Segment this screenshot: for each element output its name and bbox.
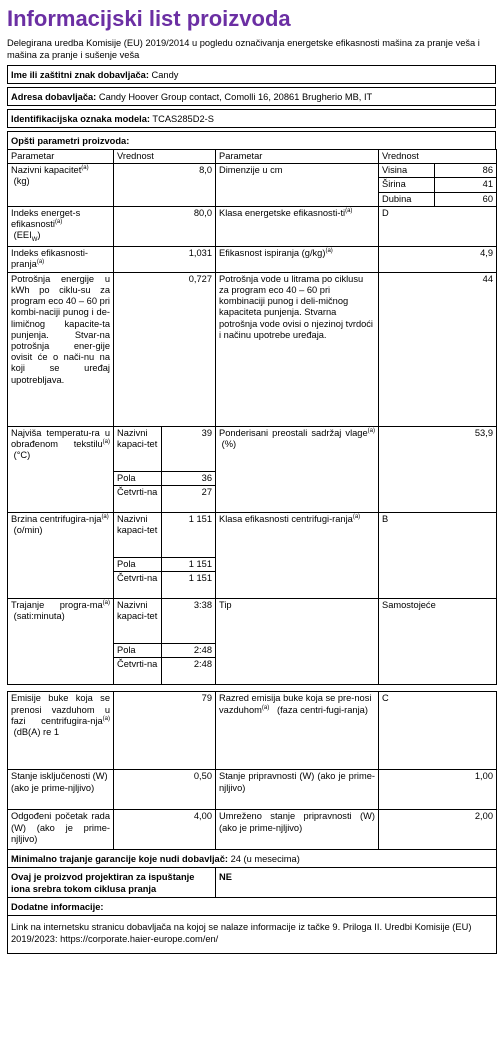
model-value: TCAS285D2-S xyxy=(152,114,214,124)
address-label: Adresa dobavljača: xyxy=(11,92,97,102)
table-row xyxy=(8,246,497,272)
width-value: 41 xyxy=(435,178,497,192)
dimensions-label: Dimenzije u cm xyxy=(216,164,379,207)
rated-capacity-label: Nazivni kapacitet$^{(a)}$ (kg) xyxy=(8,164,114,207)
table-row xyxy=(8,868,497,898)
washing-index-value: 1,031 xyxy=(114,246,216,272)
rinsing-label: Efikasnost ispiranja $(g/kg)^{(a)}$ xyxy=(216,246,379,272)
table-row xyxy=(8,426,497,471)
max-temperature-rated-label: Nazivni kapaci-tet xyxy=(114,426,162,471)
networked-standby-label: Umreženo stanje pripravnosti (W) (ako je prime-njljivo) xyxy=(216,810,379,850)
spin-speed-quarter-label: Četvrti-na xyxy=(114,572,162,599)
duration-half-label: Pola xyxy=(114,644,162,658)
noise-label: Emisije buke koja se prenosi vazduhom u fazi centrifugira-nja$^{(a)}$ (dB(A) re 1 xyxy=(8,692,114,770)
supplier-brand-row xyxy=(7,65,496,84)
spin-speed-half-label: Pola xyxy=(114,558,162,572)
general-parameters-label: Opšti parametri proizvoda: xyxy=(11,136,130,146)
table-row xyxy=(8,916,497,954)
max-temperature-half-label: Pola xyxy=(114,471,162,485)
delay-start-value: 4,00 xyxy=(114,810,216,850)
rinsing-value: 4,9 xyxy=(379,246,497,272)
parameters-table-continued xyxy=(7,691,497,954)
max-temperature-label: Najviša temperatu-ra u obrađenom tekstilu$^{(a)}$ (°C) xyxy=(8,426,114,512)
document-title: Informacijski list proizvoda xyxy=(7,6,291,31)
header-param-left: Parametar xyxy=(8,150,114,164)
water-consumption-label: Potrošnja vode u litrama po ciklusu za program eco 40 – 60 pri kombinaciji punog i deli-mičnog kapaciteta punjenja. Stvarna potrošnja vode ovisi o njezinoj tvrdoći i načinu upotrebe uređaja. xyxy=(216,272,379,426)
document-subtitle: Delegirana uredba Komisije (EU) 2019/2014 u pogledu označivanja energetske efikasnosti mašina za pranje veša i mašina za pranje i sušenje veša xyxy=(7,38,480,60)
supplier-address-row xyxy=(7,87,496,106)
table-row xyxy=(8,164,497,178)
header-value-right: Vrednost xyxy=(379,150,497,164)
silver-ions-value: NE xyxy=(216,868,497,898)
spin-class-label: Klasa efikasnosti centrifugi-ranja$^{(a)}$ xyxy=(216,513,379,599)
table-row xyxy=(8,810,497,850)
energy-consumption-value: 0,727 xyxy=(114,272,216,426)
off-mode-value: 0,50 xyxy=(114,770,216,810)
max-temperature-quarter-value: 27 xyxy=(162,486,216,513)
model-identifier-row xyxy=(7,109,496,128)
table-row xyxy=(8,599,497,644)
rated-capacity-value: 8,0 xyxy=(114,164,216,207)
depth-value: 60 xyxy=(435,192,497,206)
header-value-left: Vrednost xyxy=(114,150,216,164)
duration-quarter-value: 2:48 xyxy=(162,658,216,685)
table-row xyxy=(8,272,497,426)
max-temperature-quarter-label: Četvrti-na xyxy=(114,486,162,513)
noise-value: 79 xyxy=(114,692,216,770)
table-row xyxy=(8,850,497,868)
height-value: 86 xyxy=(435,164,497,178)
spin-class-value: B xyxy=(379,513,497,599)
noise-class-label: Razred emisija buke koja se pre-nosi vazduhom$^{(a)}$ (faza centri-fugi-ranja) xyxy=(216,692,379,770)
height-label: Visina xyxy=(379,164,435,178)
address-value: Candy Hoover Group contact, Comolli 16, 20861 Brugherio MB, IT xyxy=(98,92,373,102)
parameters-table xyxy=(7,149,497,685)
eei-value: 80,0 xyxy=(114,206,216,246)
additional-info-text: Link na internetsku stranicu dobavljača na kojoj se nalaze informacije iz tačke 9. Priloga II. Uredbi Komisije (EU) 2019/2023: https://corporate.haier-europe.com/en/ xyxy=(8,916,497,954)
max-temperature-half-value: 36 xyxy=(162,471,216,485)
additional-info-heading: Dodatne informacije: xyxy=(8,898,497,916)
networked-standby-value: 2,00 xyxy=(379,810,497,850)
model-label: Identifikacijska oznaka modela: xyxy=(11,114,150,124)
washing-index-label: Indeks efikasnosti-pranja$^{(a)}$ xyxy=(8,246,114,272)
energy-class-label: Klasa energetske efikasnosti-$ti^{(a)}$ xyxy=(216,206,379,246)
table-row xyxy=(8,770,497,810)
energy-class-value: D xyxy=(379,206,497,246)
delay-start-label: Odgođeni početak rada (W) (ako je prime-njljivo) xyxy=(8,810,114,850)
table-row xyxy=(8,898,497,916)
duration-rated-label: Nazivni kapaci-tet xyxy=(114,599,162,644)
spin-speed-rated-label: Nazivni kapaci-tet xyxy=(114,513,162,558)
duration-label: Trajanje progra-$ma^{(a)}$ (sati:minuta) xyxy=(8,599,114,685)
duration-half-value: 2:48 xyxy=(162,644,216,658)
brand-label: Ime ili zaštitni znak dobavljača: xyxy=(11,70,149,80)
general-parameters-heading xyxy=(7,131,496,149)
noise-class-value: C xyxy=(379,692,497,770)
header-param-right: Parametar xyxy=(216,150,379,164)
energy-consumption-label: Potrošnja energije u kWh po ciklu-su za program eco 40 – 60 pri kombi-naciji punog i de-limičnog kapacite-ta punjenja. Stvar-na potrošnja ener-gije ovisit će o nači-nu na koji se uređaj upotrebljava. xyxy=(8,272,114,426)
type-value: Samostojeće xyxy=(379,599,497,685)
water-consumption-value: 44 xyxy=(379,272,497,426)
depth-label: Dubina xyxy=(379,192,435,206)
table-row xyxy=(8,513,497,558)
guarantee-row: Minimalno trajanje garancije koje nudi dobavljač: 24 (u mesecima) xyxy=(8,850,497,868)
duration-rated-value: 3:38 xyxy=(162,599,216,644)
max-temperature-rated-value: 39 xyxy=(162,426,216,471)
eei-label: Indeks energet-s efikasnosti$^{(a)}$ $(EEI_W)$ xyxy=(8,206,114,246)
silver-ions-label: Ovaj je proizvod projektiran za ispuštanje iona srebra tokom ciklusa pranja xyxy=(8,868,216,898)
spin-speed-rated-value: 1 151 xyxy=(162,513,216,558)
table-row xyxy=(8,692,497,770)
standby-label: Stanje pripravnosti (W) (ako je prime-njljivo) xyxy=(216,770,379,810)
width-label: Širina xyxy=(379,178,435,192)
type-label: Tip xyxy=(216,599,379,685)
table-row xyxy=(8,206,497,246)
off-mode-label: Stanje isključenosti (W) (ako je prime-njljivo) xyxy=(8,770,114,810)
product-information-sheet xyxy=(7,6,496,954)
spin-speed-quarter-value: 1 151 xyxy=(162,572,216,599)
standby-value: 1,00 xyxy=(379,770,497,810)
moisture-label: Ponderisani preostali sadržaj vlage$^{(a)}$ (%) xyxy=(216,426,379,512)
spin-speed-label: Brzina centrifugira-nja$^{(a)}$ (o/min) xyxy=(8,513,114,599)
spin-speed-half-value: 1 151 xyxy=(162,558,216,572)
duration-quarter-label: Četvrti-na xyxy=(114,658,162,685)
brand-value: Candy xyxy=(151,70,179,80)
moisture-value: 53,9 xyxy=(379,426,497,512)
header-row xyxy=(8,150,497,164)
